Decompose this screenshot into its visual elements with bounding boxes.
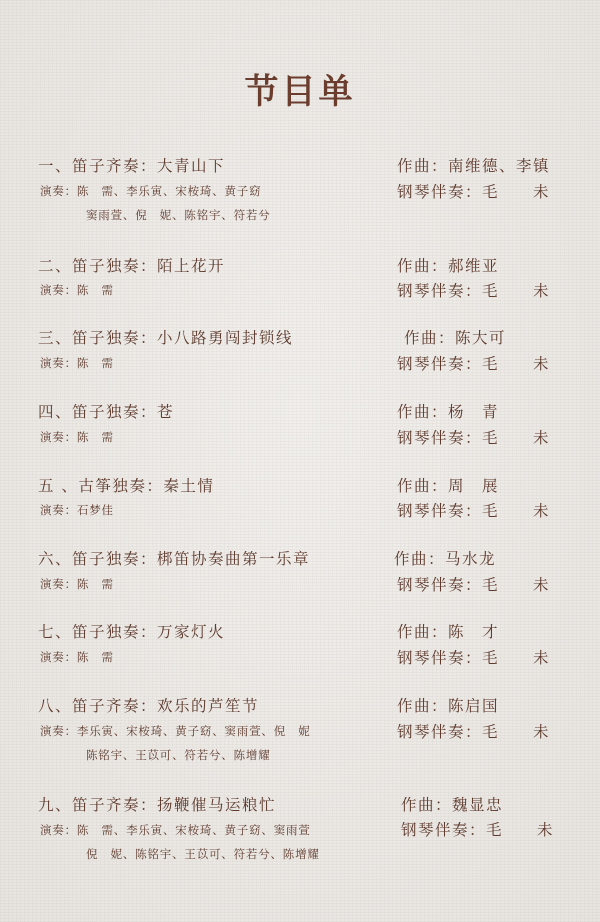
- item-title: 四、笛子独奏：苍: [38, 403, 175, 421]
- item-title: 一、笛子齐奏：大青山下: [38, 157, 226, 175]
- item-piano: 钢琴伴奏：毛 未: [397, 282, 551, 300]
- item-composer: 作曲：陈大可: [404, 329, 507, 347]
- item-title: 六、笛子独奏：梆笛协奏曲第一乐章: [38, 550, 311, 568]
- item-composer: 作曲：魏显忠: [401, 796, 504, 814]
- item-performer-cont: 窦雨萱、倪 妮、陈铭宇、符若兮: [86, 208, 271, 222]
- item-piano: 钢琴伴奏：毛 未: [401, 821, 555, 839]
- item-performer: 演奏：陈 需: [40, 430, 114, 444]
- item-title: 三、笛子独奏：小八路勇闯封锁线: [38, 329, 294, 347]
- item-performer: 演奏：李乐寅、宋桉琦、黄子窈、窦雨萱、倪 妮: [40, 724, 311, 738]
- item-piano: 钢琴伴奏：毛 未: [397, 355, 551, 373]
- item-piano: 钢琴伴奏：毛 未: [397, 723, 551, 741]
- item-composer: 作曲：杨 青: [397, 403, 500, 421]
- item-title: 七、笛子独奏：万家灯火: [38, 623, 226, 641]
- item-performer: 演奏：石梦佳: [40, 503, 114, 517]
- item-composer: 作曲：周 展: [397, 477, 500, 495]
- item-title: 八、笛子齐奏：欢乐的芦笙节: [38, 697, 260, 715]
- item-composer: 作曲：南维德、李镇: [397, 157, 551, 175]
- item-title: 五 、古筝独奏：秦土情: [38, 477, 215, 495]
- item-performer: 演奏：陈 需: [40, 283, 114, 297]
- item-performer: 演奏：陈 需、李乐寅、宋桉琦、黄子窈: [40, 184, 262, 198]
- item-composer: 作曲：陈启国: [397, 697, 500, 715]
- item-title: 二、笛子独奏：陌上花开: [38, 257, 226, 275]
- item-piano: 钢琴伴奏：毛 未: [397, 576, 551, 594]
- item-piano: 钢琴伴奏：毛 未: [397, 183, 551, 201]
- item-piano: 钢琴伴奏：毛 未: [397, 649, 551, 667]
- item-performer-cont: 陈铭宇、王苡可、符若兮、陈增耀: [86, 748, 271, 762]
- item-piano: 钢琴伴奏：毛 未: [397, 502, 551, 520]
- item-composer: 作曲：马水龙: [394, 550, 497, 568]
- item-performer: 演奏：陈 需、李乐寅、宋桉琦、黄子窈、窦雨萱: [40, 823, 311, 837]
- item-piano: 钢琴伴奏：毛 未: [397, 429, 551, 447]
- item-performer: 演奏：陈 需: [40, 650, 114, 664]
- item-composer: 作曲：郝维亚: [397, 257, 500, 275]
- item-performer: 演奏：陈 需: [40, 577, 114, 591]
- item-performer-cont: 倪 妮、陈铭宇、王苡可、符若兮、陈增耀: [86, 847, 320, 861]
- item-performer: 演奏：陈 需: [40, 356, 114, 370]
- page-title: 节目单: [244, 72, 356, 112]
- item-composer: 作曲：陈 才: [397, 623, 500, 641]
- item-title: 九、笛子齐奏：扬鞭催马运粮忙: [38, 796, 277, 814]
